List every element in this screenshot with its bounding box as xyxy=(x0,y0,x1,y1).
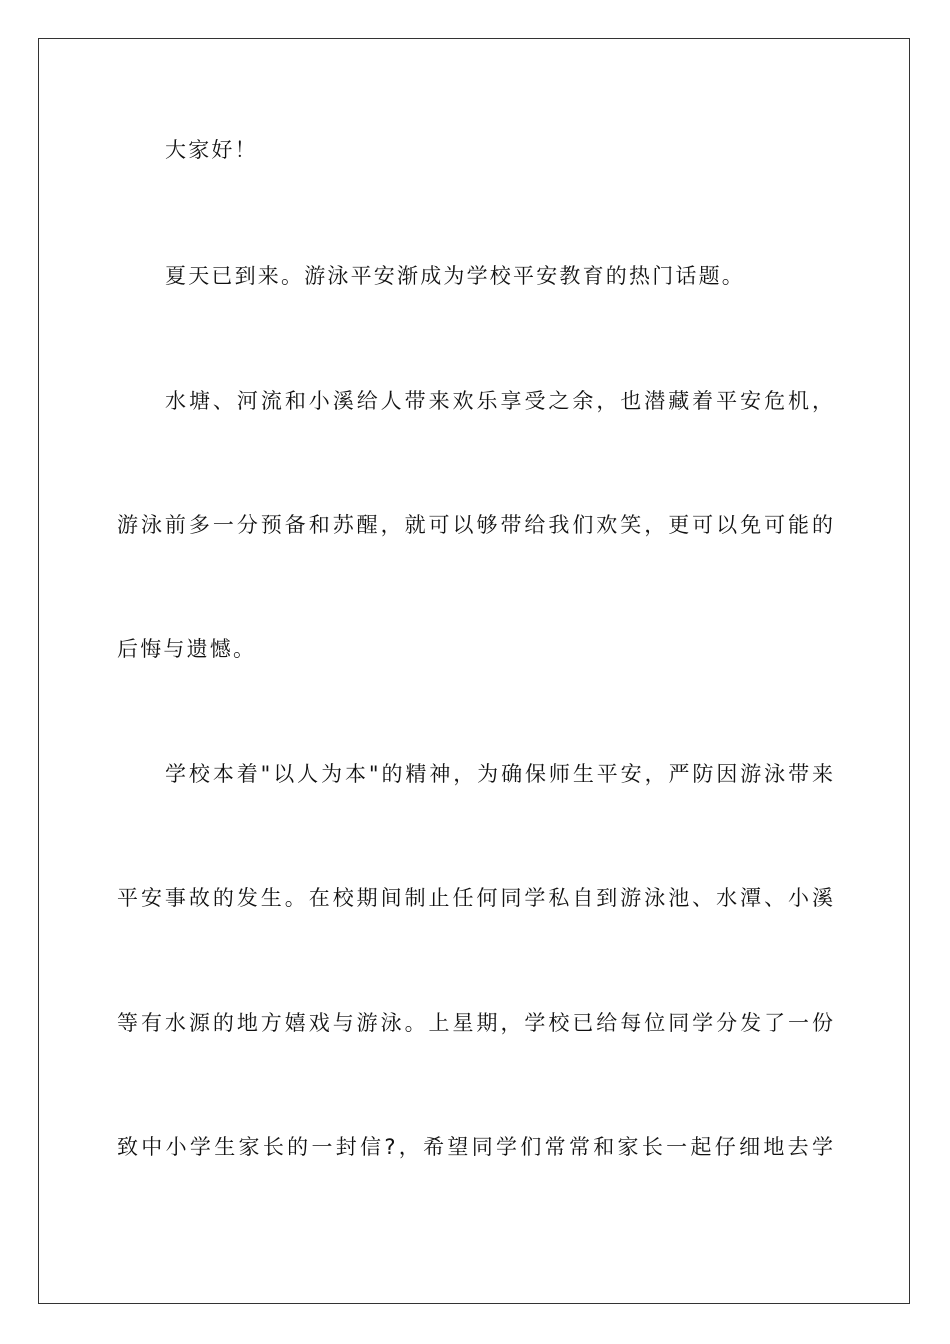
paragraph-2-line-1: 水塘、河流和小溪给人带来欢乐享受之余，也潜藏着平安危机， xyxy=(165,389,833,413)
greeting-line: 大家好！ xyxy=(165,138,258,162)
paragraph-3-line-1: 学校本着"以人为本"的精神，为确保师生平安，严防因游泳带来 xyxy=(165,762,833,786)
paragraph-3-line-2: 平安事故的发生。在校期间制止任何同学私自到游泳池、水潭、小溪 xyxy=(117,886,833,910)
paragraph-2-line-3: 后悔与遗憾。 xyxy=(117,637,257,661)
page-frame xyxy=(38,38,910,1304)
paragraph-2-line-2: 游泳前多一分预备和苏醒，就可以够带给我们欢笑，更可以免可能的 xyxy=(117,513,833,537)
paragraph-1-line-1: 夏天已到来。游泳平安渐成为学校平安教育的热门话题。 xyxy=(165,264,745,288)
paragraph-3-line-3: 等有水源的地方嬉戏与游泳。上星期，学校已给每位同学分发了一份 xyxy=(117,1011,833,1035)
paragraph-3-line-4: 致中小学生家长的一封信?，希望同学们常常和家长一起仔细地去学 xyxy=(117,1135,833,1159)
